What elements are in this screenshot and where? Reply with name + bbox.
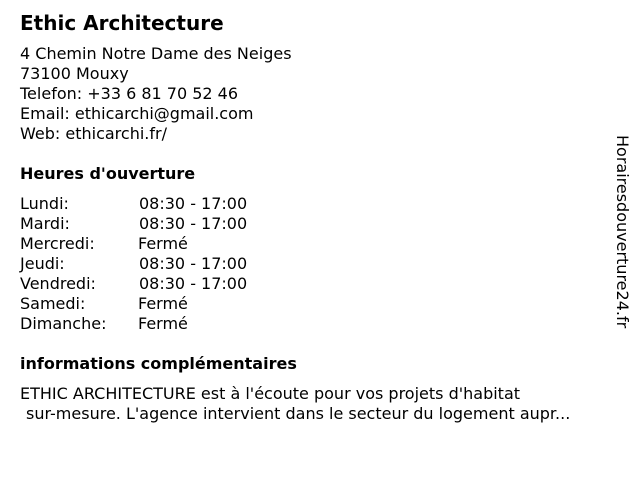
day-hours: 08:30 - 17:00	[139, 254, 248, 273]
address-street: 4 Chemin Notre Dame des Neiges	[20, 44, 292, 63]
address-city: 73100 Mouxy	[20, 64, 129, 83]
contact-block	[20, 44, 292, 144]
day-hours: Fermé	[138, 294, 188, 313]
site-watermark: Horairesdouverture24.fr	[613, 135, 632, 329]
info-line-1: ETHIC ARCHITECTURE est à l'écoute pour vos projets d'habitat	[20, 384, 521, 403]
web-line: Web: ethicarchi.fr/	[20, 124, 167, 143]
day-label: Dimanche:	[20, 314, 107, 333]
day-label: Mercredi:	[20, 234, 95, 253]
day-hours: Fermé	[138, 234, 188, 253]
day-label: Samedi:	[20, 294, 86, 313]
day-hours: 08:30 - 17:00	[139, 214, 248, 233]
day-label: Mardi:	[20, 214, 70, 233]
day-label: Lundi:	[20, 194, 69, 213]
additional-info-heading: informations complémentaires	[20, 354, 297, 373]
email-line: Email: ethicarchi@gmail.com	[20, 104, 254, 123]
opening-hours-heading: Heures d'ouverture	[20, 164, 196, 183]
day-hours: 08:30 - 17:00	[139, 274, 248, 293]
day-hours: 08:30 - 17:00	[139, 194, 248, 213]
info-line-2: sur-mesure. L'agence intervient dans le secteur du logement aupr...	[26, 404, 571, 423]
day-label: Vendredi:	[20, 274, 96, 293]
day-label: Jeudi:	[20, 254, 65, 273]
day-hours: Fermé	[138, 314, 188, 333]
business-name: Ethic Architecture	[20, 11, 224, 35]
additional-info-text	[20, 384, 570, 424]
phone-line: Telefon: +33 6 81 70 52 46	[20, 84, 239, 103]
